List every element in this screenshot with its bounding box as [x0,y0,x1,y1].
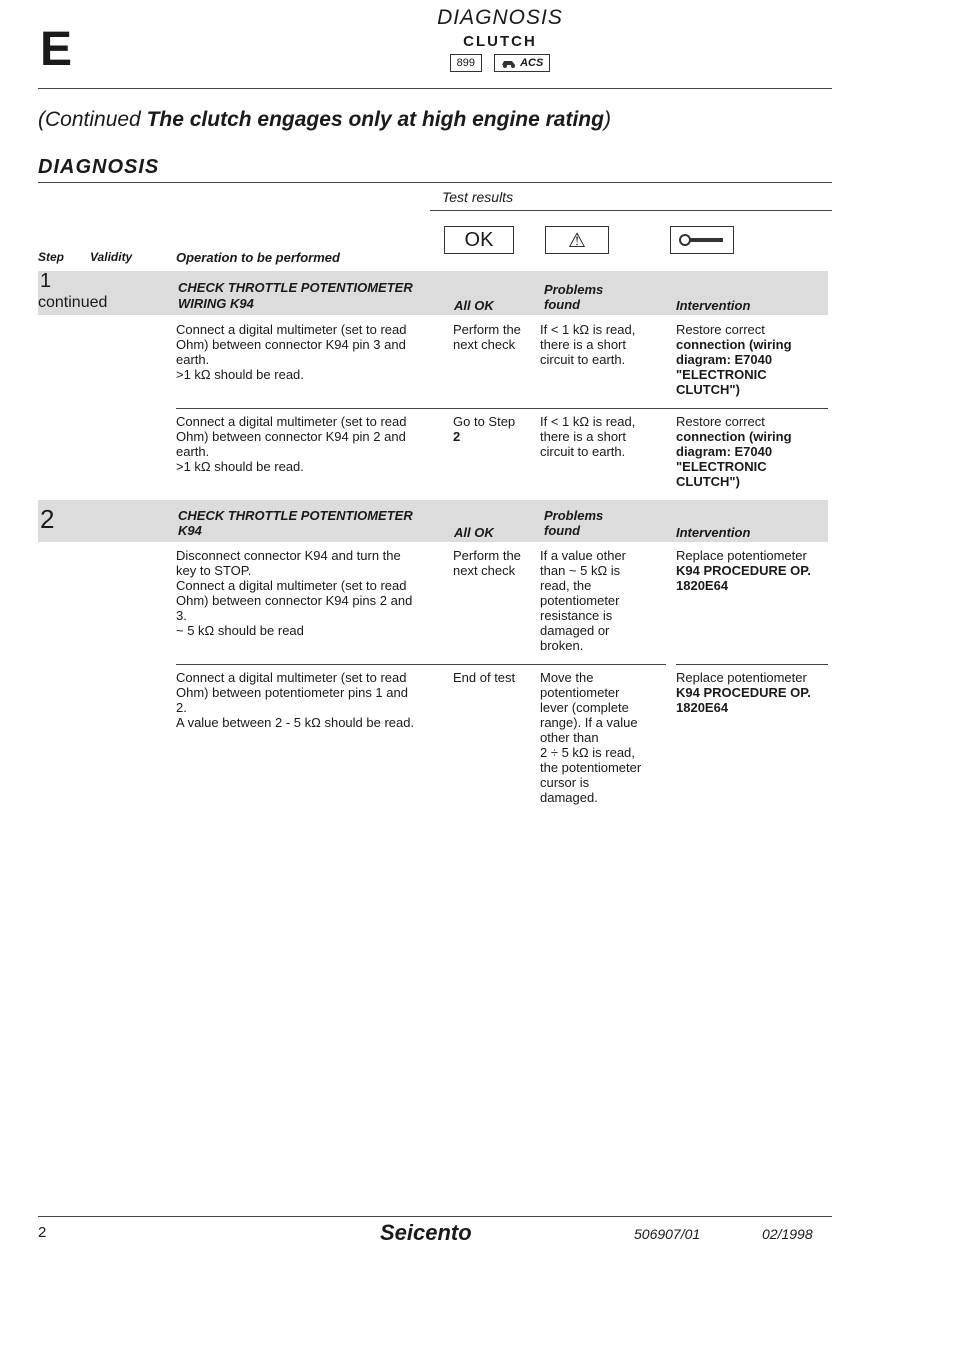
intervention-line: diagram: E7040 [676,352,773,367]
col-operation: Operation to be performed [176,250,340,265]
op-line: 3. [176,608,187,623]
intervention-line: 1820E64 [676,700,729,715]
op-line: >1 kΩ should be read. [176,367,304,382]
intervention-line: CLUTCH") [676,474,740,489]
car-icon-badge [494,54,550,72]
step1-row1-intervention [676,322,831,397]
problem-line: there is a short [540,337,626,352]
problem-line: If a value other [540,548,626,563]
step2-row2-ok [453,670,538,685]
step1-continued: continued [38,294,108,311]
footer-rule [38,1216,832,1217]
row-divider [176,664,666,665]
step2-row2-intervention [676,670,831,715]
problem-line: read, the [540,578,592,593]
continued-bold: The clutch engages only at high engine rating [146,108,604,131]
col-validity: Validity [90,250,133,264]
problem-line: there is a short [540,429,626,444]
brand-logo: Seicento [380,1220,472,1245]
step2-problems-2: found [544,523,581,538]
problem-line: than ~ 5 kΩ is [540,563,621,578]
intervention-line: Replace potentiometer [676,548,807,563]
ok-line: Perform the [453,322,521,337]
intervention-line: 1820E64 [676,578,729,593]
document-date: 02/1998 [762,1226,813,1242]
intervention-line: Restore correct [676,322,765,337]
problem-line: cursor is [540,775,590,790]
problem-line: If < 1 kΩ is read, [540,414,636,429]
problem-line: range). If a value [540,715,638,730]
intervention-line: K94 PROCEDURE OP. [676,685,811,700]
op-line: earth. [176,352,210,367]
code-badge: 899 [450,54,482,72]
step2-row1-operation [176,548,446,638]
step2-title-1: CHECK THROTTLE POTENTIOMETER [178,508,413,523]
step2-all-ok: All OK [454,525,494,540]
header-subtitle: CLUTCH [463,33,537,50]
header-rule [38,88,832,89]
problem-line: If < 1 kΩ is read, [540,322,636,337]
op-line: Ohm) between connector K94 pin 2 and [176,429,406,444]
step2-row2-problem [540,670,665,805]
problem-line: 2 ÷ 5 kΩ is read, [540,745,635,760]
step2-intervention: Intervention [676,525,751,540]
wrench-icon [678,233,726,247]
step2-row1-problem [540,548,665,653]
row-divider [176,408,828,409]
step1-title-1: CHECK THROTTLE POTENTIOMETER [178,280,413,295]
step1-all-ok: All OK [454,298,494,313]
tool-symbol-box [670,226,734,254]
op-line: A value between 2 - 5 kΩ should be read. [176,715,415,730]
continued-suffix: ) [603,108,611,131]
step2-number: 2 [40,504,55,534]
step2-title-2: K94 [178,523,202,538]
intervention-line: "ELECTRONIC [676,459,767,474]
section-rule [38,182,832,183]
test-results-rule [430,210,832,211]
problem-line: potentiometer [540,593,620,608]
header-badges [0,54,960,72]
continued-title [38,108,611,132]
ok-line: next check [453,337,516,352]
op-line: >1 kΩ should be read. [176,459,304,474]
ok-line: Perform the [453,548,521,563]
op-line: Connect a digital multimeter (set to read [176,578,407,593]
step1-row2-operation [176,414,446,474]
step1-problems-1: Problems [544,282,604,297]
step2-row2-operation [176,670,446,730]
step1-row2-ok [453,414,538,444]
problem-line: resistance is [540,608,613,623]
step1-row2-problem [540,414,665,459]
document-number: 506907/01 [634,1226,701,1242]
op-line: 2. [176,700,187,715]
problem-line: circuit to earth. [540,352,626,367]
step1-number: 1 [40,270,52,292]
intervention-line: Restore correct [676,414,765,429]
intervention-line: "ELECTRONIC [676,367,767,382]
intervention-line: Replace potentiometer [676,670,807,685]
intervention-line: K94 PROCEDURE OP. [676,563,811,578]
test-results-label: Test results [442,189,514,205]
step2-row1-intervention [676,548,831,593]
warning-icon: ⚠ [568,229,586,252]
op-line: Ohm) between connector K94 pin 3 and [176,337,406,352]
step2-problems-1: Problems [544,508,604,523]
step1-problems-2: found [544,297,581,312]
op-line: Disconnect connector K94 and turn the [176,548,401,563]
op-line: Connect a digital multimeter (set to read [176,414,407,429]
section-heading: DIAGNOSIS [38,156,160,178]
problem-line: damaged. [540,790,598,805]
step1-row1-problem [540,322,665,367]
step1-title-2: WIRING K94 [178,296,254,311]
step1-intervention: Intervention [676,298,751,313]
op-line: Connect a digital multimeter (set to read [176,670,407,685]
ok-line: next check [453,563,516,578]
op-line: Ohm) between potentiometer pins 1 and [176,685,408,700]
step1-row1-ok [453,322,538,352]
op-line: Connect a digital multimeter (set to read [176,322,407,337]
ok-symbol: OK [464,228,494,251]
step2-row1-ok [453,548,538,578]
col-step: Step [38,250,65,264]
step1-row2-intervention [676,414,831,489]
ok-line: Go to Step [453,414,516,429]
continued-prefix: (Continued [38,108,147,131]
ok-symbol-box [444,226,514,254]
op-line: ~ 5 kΩ should be read [176,623,304,638]
intervention-line: connection (wiring [676,337,792,352]
intervention-line: diagram: E7040 [676,444,773,459]
problem-line: potentiometer [540,685,620,700]
problem-line: Move the [540,670,594,685]
ok-line: End of test [453,670,516,685]
problem-line: the potentiometer [540,760,642,775]
header-title: DIAGNOSIS [437,6,563,29]
problem-line: lever (complete [540,700,629,715]
op-line: key to STOP. [176,563,252,578]
op-line: Ohm) between connector K94 pins 2 and [176,593,413,608]
problem-line: broken. [540,638,584,653]
problem-line: damaged or [540,623,610,638]
intervention-line: CLUTCH") [676,382,740,397]
page-number: 2 [38,1224,47,1241]
row-divider [676,664,828,665]
badge-icon-label: ACS [520,57,544,69]
problem-line: other than [540,730,599,745]
intervention-line: connection (wiring [676,429,792,444]
section-letter: E [40,23,73,76]
ok-line: 2 [453,429,461,444]
op-line: earth. [176,444,210,459]
step1-row1-operation [176,322,446,382]
car-icon [501,57,517,69]
problem-line: circuit to earth. [540,444,626,459]
warn-symbol-box [545,226,609,254]
